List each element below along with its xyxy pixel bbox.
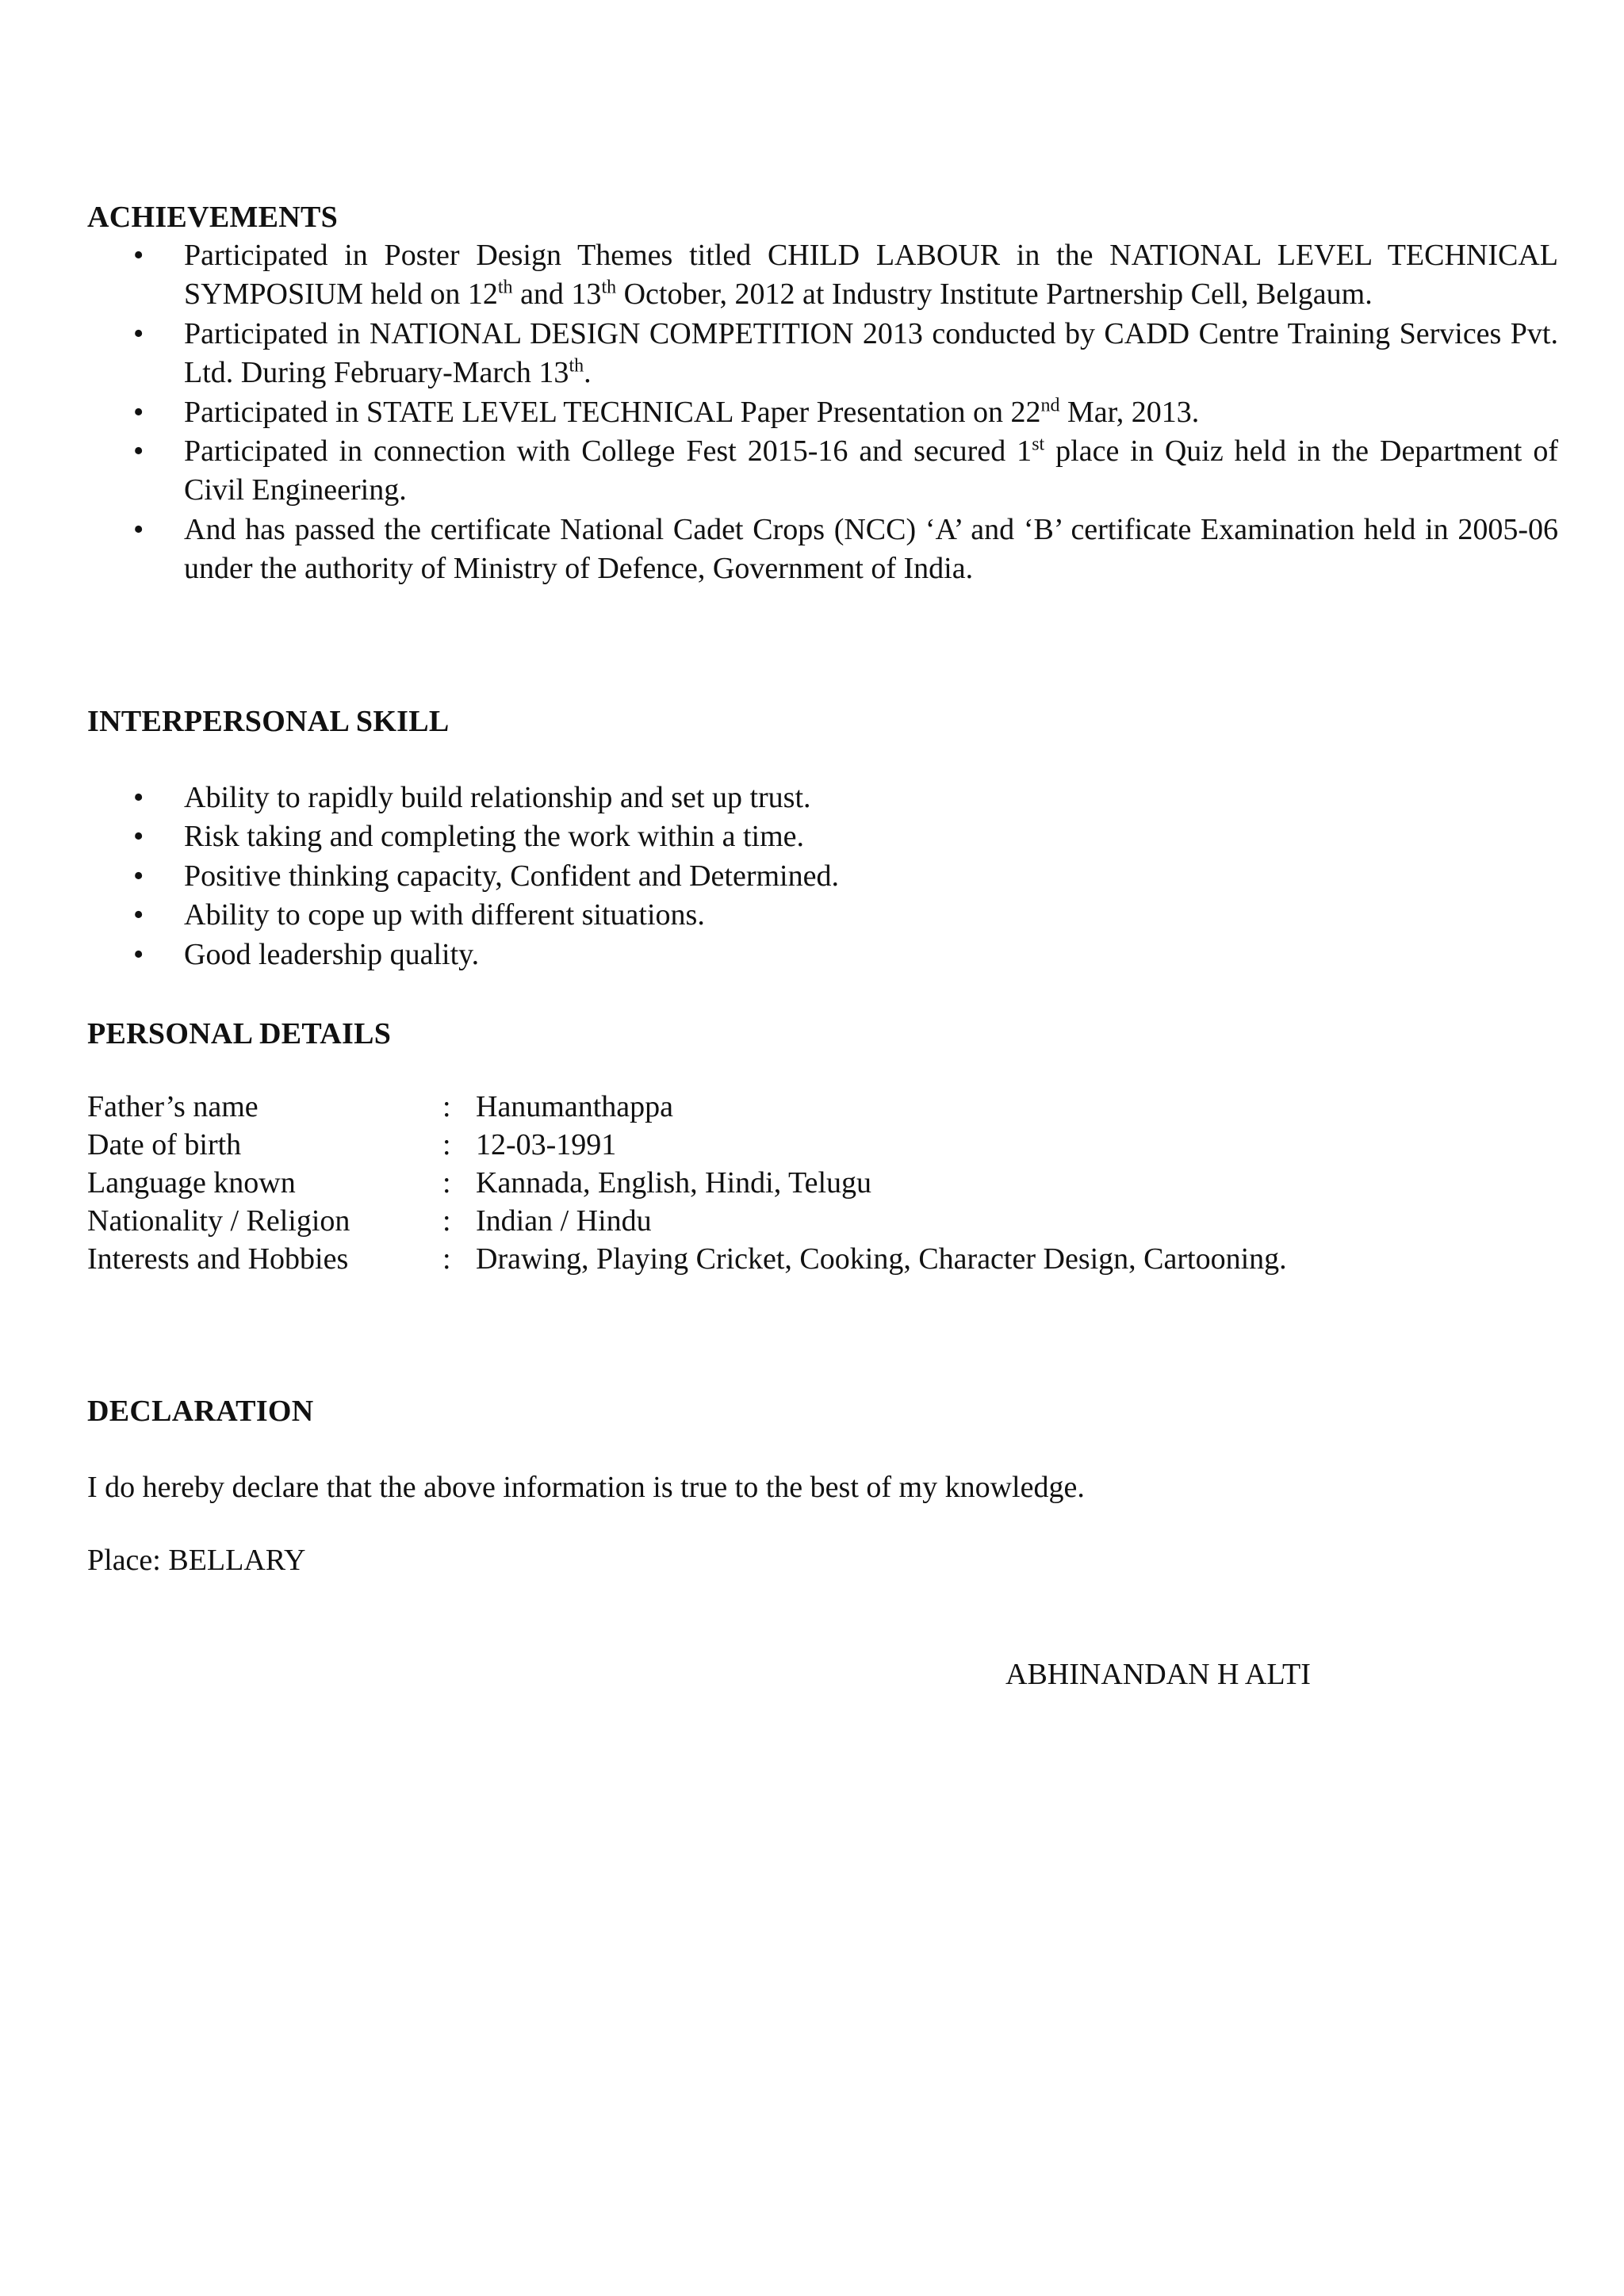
detail-label: Interests and Hobbies xyxy=(87,1242,349,1276)
skill-item: • Positive thinking capacity, Confident and Determined. xyxy=(87,857,1558,896)
skill-item: • Ability to cope up with different situations. xyxy=(87,896,1558,935)
detail-value: Kannada, English, Hindi, Telugu xyxy=(476,1166,872,1200)
bullet-icon: • xyxy=(133,316,144,350)
bullet-icon: • xyxy=(133,512,144,546)
detail-row-dob xyxy=(87,1126,1558,1164)
detail-value: Indian / Hindu xyxy=(476,1204,652,1238)
interpersonal-heading: INTERPERSONAL SKILL xyxy=(87,705,450,738)
detail-row-hobbies xyxy=(87,1240,1558,1278)
personal-details-heading: PERSONAL DETAILS xyxy=(87,1017,392,1050)
detail-row-language xyxy=(87,1164,1558,1202)
detail-colon: : xyxy=(442,1242,451,1276)
detail-label: Father’s name xyxy=(87,1090,259,1123)
achievement-item: • Participated in NATIONAL DESIGN COMPETITION 2013 conducted by CADD Centre Training Services Pvt. Ltd. During February-March 13th. xyxy=(87,315,1558,393)
bullet-icon: • xyxy=(133,859,144,893)
achievement-item: • And has passed the certificate National Cadet Crops (NCC) ‘A’ and ‘B’ certificate Examination held in 2005-06 under the authority of Ministry of Defence, Government of India. xyxy=(87,511,1558,589)
resume-page xyxy=(87,0,1558,2296)
detail-colon: : xyxy=(442,1166,451,1200)
detail-label: Language known xyxy=(87,1166,296,1200)
achievements-heading: ACHIEVEMENTS xyxy=(87,201,339,234)
interpersonal-list xyxy=(87,779,1558,974)
place-text: Place: BELLARY xyxy=(87,1544,306,1577)
declaration-heading: DECLARATION xyxy=(87,1395,314,1428)
achievement-item: • Participated in connection with College Fest 2015-16 and secured 1st place in Quiz held in the Department of Civil Engineering. xyxy=(87,432,1558,511)
skill-item: • Good leadership quality. xyxy=(87,936,1558,974)
detail-value: 12-03-1991 xyxy=(476,1128,617,1161)
signature-name: ABHINANDAN H ALTI xyxy=(1005,1658,1311,1691)
bullet-icon: • xyxy=(133,898,144,932)
detail-value: Hanumanthappa xyxy=(476,1090,674,1123)
detail-label: Nationality / Religion xyxy=(87,1204,350,1238)
bullet-icon: • xyxy=(133,781,144,814)
skill-item: • Ability to rapidly build relationship and set up trust. xyxy=(87,779,1558,817)
declaration-text: I do hereby declare that the above information is true to the best of my knowledge. xyxy=(87,1471,1085,1504)
detail-value: Drawing, Playing Cricket, Cooking, Character Design, Cartooning. xyxy=(476,1242,1287,1276)
bullet-icon: • xyxy=(133,434,144,468)
detail-label: Date of birth xyxy=(87,1128,242,1161)
bullet-icon: • xyxy=(133,820,144,854)
achievement-item: • Participated in STATE LEVEL TECHNICAL Paper Presentation on 22nd Mar, 2013. xyxy=(87,393,1558,432)
skill-item: • Risk taking and completing the work within a time. xyxy=(87,817,1558,856)
bullet-icon: • xyxy=(133,395,144,429)
detail-colon: : xyxy=(442,1090,451,1123)
detail-row-father xyxy=(87,1088,1558,1126)
achievement-item: • Participated in Poster Design Themes titled CHILD LABOUR in the NATIONAL LEVEL TECHNICAL SYMPOSIUM held on 12th and 13th October, 2012 at Industry Institute Partnership Cell, Belgaum. xyxy=(87,236,1558,315)
bullet-icon: • xyxy=(133,239,144,272)
detail-colon: : xyxy=(442,1204,451,1238)
personal-details-table xyxy=(87,1088,1558,1278)
detail-colon: : xyxy=(442,1128,451,1161)
detail-row-nationality xyxy=(87,1202,1558,1240)
achievements-list xyxy=(87,236,1558,589)
bullet-icon: • xyxy=(133,937,144,971)
